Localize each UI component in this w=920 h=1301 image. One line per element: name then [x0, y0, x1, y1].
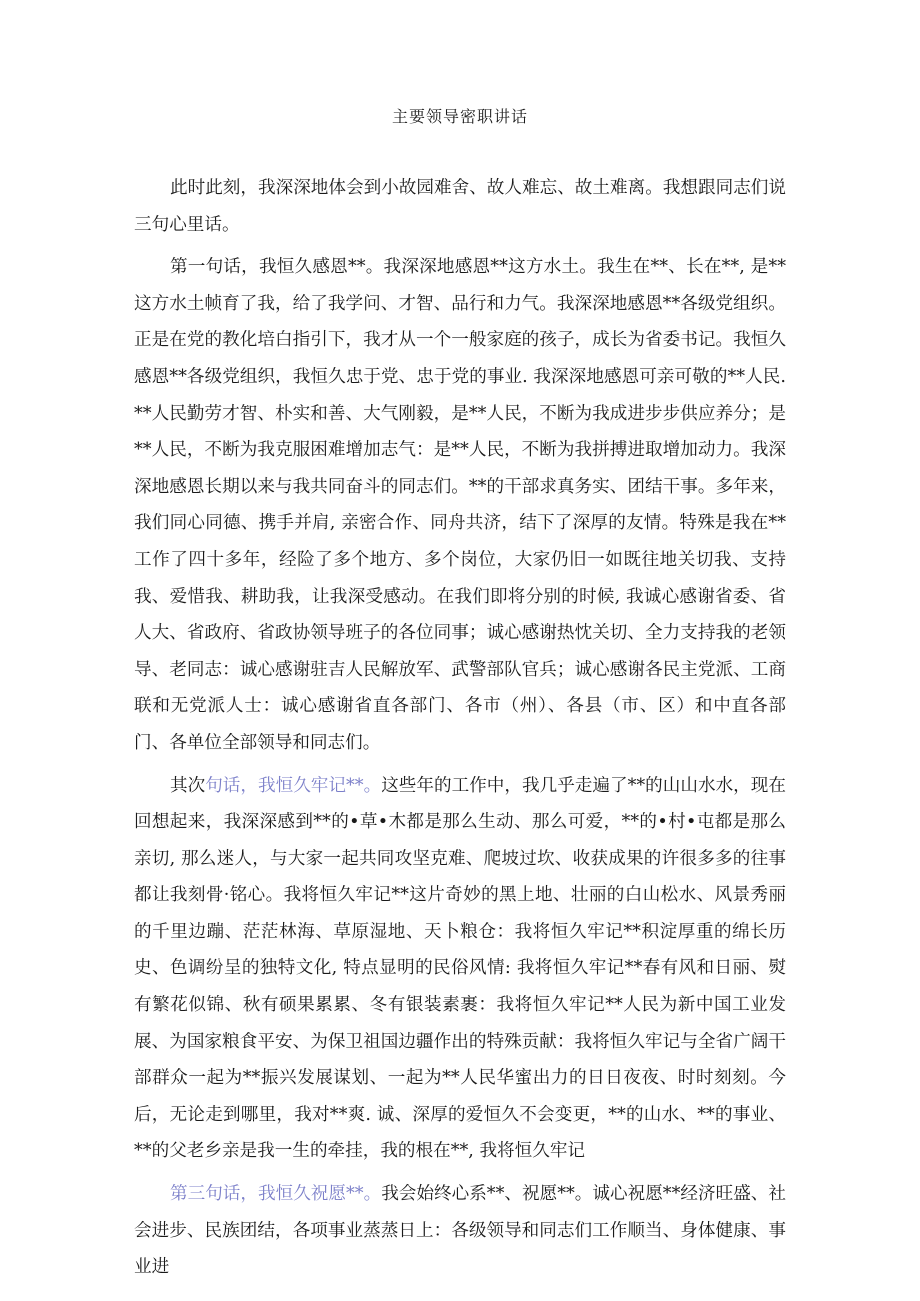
paragraph-lead-highlight: 第三句话，我恒久祝愿**。 [170, 1184, 382, 1205]
document-body [134, 170, 786, 1292]
paragraph-lead-highlight: 句话，我恒久牢记**。 [205, 775, 382, 796]
paragraph-text: 这些年的工作中，我几乎走遍了**的山山水水，现在回想起来，我深深感到**的•草•木都是那么生动、那么可爱，**的•村•屯都是那么亲切, 那么迷人，与大家一起共同攻坚克难、爬坡过坎、收获成果的许很多多的往事都让我刻骨·铭心。我将恒久牢记**这片奇妙的黑上地、壮丽的白山松水、风景秀丽的千里边蹦、茫茫林海、草原湿地、天卜粮仓：我将恒久牢记**积淀厚重的绵长历史、色调纷呈的独特文化, 特点显明的民俗风情: 我将恒久牢记**春有风和日丽、熨有繁花似锦、秋有硕果累累、冬有银装素裹：我将恒久牢记**人民为新中国工业发展、为国家粮食平安、为保卫祖国边疆作出的特殊贡献：我将恒久牢记与全省广阔干部群众一起为**振兴发展谋划、一起为**人民华蜜出力的日日夜夜、时时刻刻。今后，无论走到哪里，我对**爽. 诚、深厚的爱恒久不会变更，**的山水、**的事业、**的父老乡亲是我一生的牵挂，我的根在**, 我将恒久牢记 [134, 775, 786, 1162]
paragraph-lead-plain: 其次 [170, 775, 206, 796]
paragraph-second-point [134, 768, 786, 1171]
paragraph-text: 第一句话，我恒久感恩**。我深深地感恩**这方水土。我生在**、长在**, 是**这方水土帧育了我，给了我学问、才智、品行和力气。我深深地感恩**各级党组织。正是在党的教化培白指引下，我才从一个一般家庭的孩子，成长为省委书记。我恒久感恩**各级党组织，我恒久忠于党、忠于党的事业. 我深深地感恩可亲可敬的**人民. **人民勤劳才智、朴实和善、大气刚毅，是**人民，不断为我成进步步供应养分；是**人民，不断为我克服困难增加志气：是**人民，不断为我拼搏进取增加动力。我深深地感恩长期以来与我共同奋斗的同志们。**的干部求真务实、团结干事。多年来，我们同心同德、携手并肩, 亲密合作、同舟共济，结下了深厚的友情。特殊是我在**工作了四十多年，经险了多个地方、多个岗位，大家仍旧一如既往地关切我、支持我、爱惜我、耕助我，让我深受感动。在我们即将分别的时候, 我诚心感谢省委、省人大、省政府、省政协领导班子的各位同事；诚心感谢热忱关切、全力支持我的老领导、老同志：诚心感谢驻吉人民解放军、武警部队官兵；诚心感谢各民主党派、工商联和无党派人士：诚心感谢省直各部门、各市（州）、各县（市、区）和中直各部门、各单位全部领导和同志们。 [134, 257, 786, 753]
paragraph-first-point [134, 249, 786, 761]
document-title: 主要领导密职讲话 [391, 107, 528, 126]
paragraph-intro [134, 170, 786, 243]
paragraph-text: 此时此刻，我深深地体会到小故园难舍、故人难忘、故土难离。我想跟同志们说三句心里话。 [134, 178, 786, 235]
paragraph-text: 我会始终心系**、祝愿**。诚心祝愿**经济旺盛、社会进步、民族团结，各项事业蒸蒸日上：各级领导和同志们工作顺当、身体健康、事业进 [134, 1184, 786, 1278]
paragraph-third-point [134, 1176, 786, 1286]
